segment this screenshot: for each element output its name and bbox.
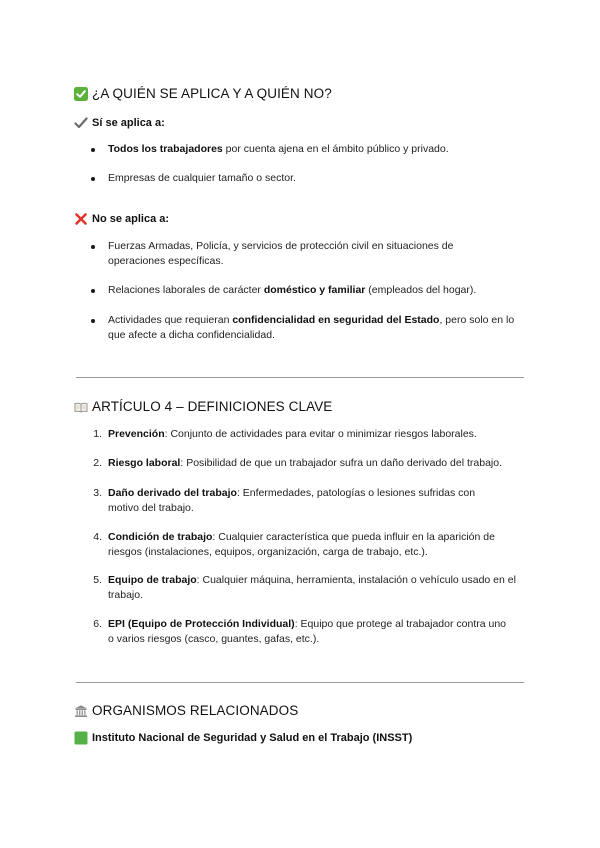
- bullet-icon: [91, 319, 95, 323]
- list-item: Fuerzas Armadas, Policía, y servicios de protección civil en situaciones de operaciones específicas.: [108, 240, 454, 267]
- check-mark-icon: [74, 116, 88, 130]
- list-number: 3.: [93, 487, 102, 499]
- bullet-icon: [91, 245, 95, 249]
- subheading-si-aplica: [74, 116, 165, 130]
- bullet-icon: [91, 177, 95, 181]
- section-heading-definiciones: [74, 399, 332, 414]
- list-item: Actividades que requieran confidencialidad en seguridad del Estado, pero solo en lo que afecte a dicha confidencialidad.: [108, 314, 515, 341]
- subheading-label: Sí se aplica a:: [92, 117, 165, 129]
- bullet-icon: [91, 289, 95, 293]
- green-square-icon: [74, 731, 88, 745]
- definition-item: EPI (Equipo de Protección Individual): Equipo que protege al trabajador contra uno o varios riesgos (casco, guantes, gafas, etc.).: [108, 618, 507, 645]
- definition-item: Riesgo laboral: Posibilidad de que un trabajador sufra un daño derivado del trabajo.: [108, 457, 502, 469]
- section-heading-aplica: [74, 86, 332, 101]
- organization-entry: [74, 731, 412, 745]
- red-cross-icon: [74, 212, 88, 226]
- definition-item: Prevención: Conjunto de actividades para evitar o minimizar riesgos laborales.: [108, 428, 477, 440]
- section-title: ARTÍCULO 4 – DEFINICIONES CLAVE: [92, 399, 333, 414]
- list-number: 2.: [93, 457, 102, 469]
- subheading-label: No se aplica a:: [92, 213, 170, 225]
- bullet-icon: [91, 148, 95, 152]
- definition-item: Equipo de trabajo: Cualquier máquina, herramienta, instalación o vehículo usado en el trabajo.: [108, 574, 516, 601]
- section-divider: [76, 682, 524, 683]
- open-book-icon: [74, 400, 88, 414]
- classical-building-icon: [74, 704, 88, 718]
- list-item: Empresas de cualquier tamaño o sector.: [108, 172, 296, 184]
- definition-item: Daño derivado del trabajo: Enfermedades, patologías o lesiones sufridas con motivo del trabajo.: [108, 487, 476, 514]
- section-title: ORGANISMOS RELACIONADOS: [92, 703, 299, 718]
- list-number: 4.: [93, 531, 102, 543]
- organization-name: Instituto Nacional de Seguridad y Salud en el Trabajo (INSST): [92, 732, 413, 744]
- green-check-box-icon: [74, 87, 88, 101]
- list-number: 6.: [93, 618, 102, 630]
- section-heading-organismos: [74, 703, 298, 718]
- section-divider: [76, 377, 524, 378]
- list-item: Relaciones laborales de carácter doméstico y familiar (empleados del hogar).: [108, 284, 477, 296]
- subheading-no-aplica: [74, 212, 169, 226]
- definition-item: Condición de trabajo: Cualquier característica que pueda influir en la aparición de riesgos (instalaciones, equipos, organización, carga de trabajo, etc.).: [108, 531, 495, 558]
- list-number: 1.: [93, 428, 102, 440]
- list-number: 5.: [93, 574, 102, 586]
- list-item: Todos los trabajadores por cuenta ajena en el ámbito público y privado.: [108, 143, 449, 155]
- section-title: ¿A QUIÉN SE APLICA Y A QUIÉN NO?: [92, 86, 332, 101]
